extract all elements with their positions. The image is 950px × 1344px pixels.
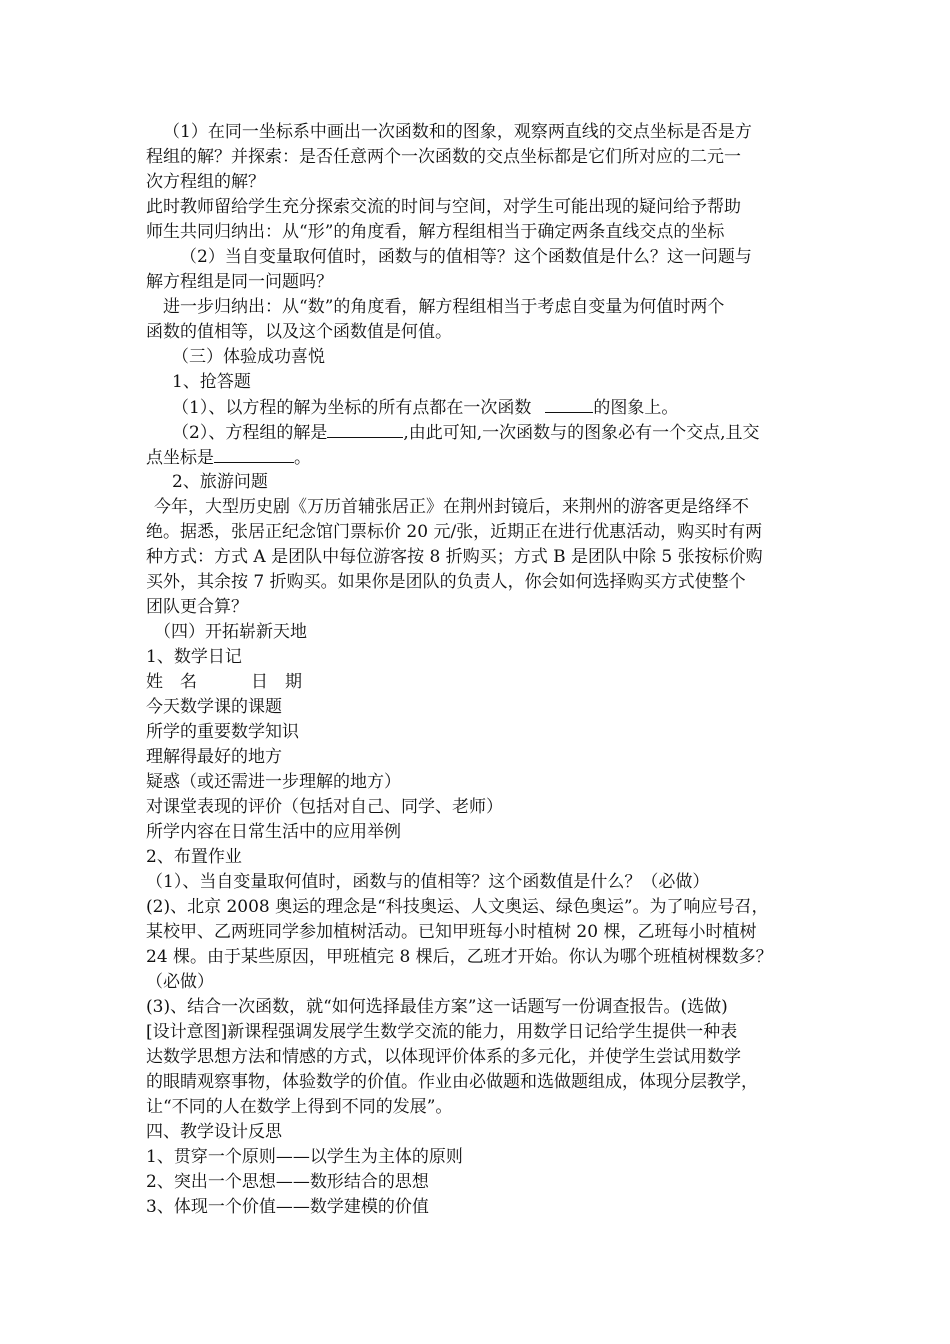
subsection-heading: 1、数学日记 xyxy=(146,647,242,667)
reflection-item: 3、体现一个价值——数学建模的价值 xyxy=(146,1197,429,1217)
subsection-heading: 2、布置作业 xyxy=(146,847,242,867)
paragraph-line: 函数的值相等，以及这个函数值是何值。 xyxy=(146,322,452,342)
diary-date-label: 日 期 xyxy=(251,672,302,692)
diary-item: 今天数学课的课题 xyxy=(146,697,282,717)
reflection-item: 2、突出一个思想——数形结合的思想 xyxy=(146,1172,429,1192)
paragraph-line: 师生共同归纳出：从“形”的角度看，解方程组相当于确定两条直线交点的坐标 xyxy=(146,222,725,242)
diary-name-label: 姓 名 xyxy=(146,672,197,692)
paragraph-line: 达数学思想方法和情感的方式，以体现评价体系的多元化，并使学生尝试用数学 xyxy=(146,1047,741,1067)
paragraph-line: （2）当自变量取何值时，函数与的值相等？这个函数值是什么？这一问题与 xyxy=(180,247,752,267)
paragraph-line: [设计意图]新课程强调发展学生数学交流的能力，用数学日记给学生提供一种表 xyxy=(146,1022,738,1042)
diary-item: 对课堂表现的评价（包括对自己、同学、老师） xyxy=(146,797,503,817)
answer-blank xyxy=(327,420,403,438)
paragraph-line: 的眼睛观察事物，体验数学的价值。作业由必做题和选做题组成，体现分层教学， xyxy=(146,1072,758,1092)
paragraph-line: 买外，其余按 7 折购买。如果你是团队的负责人，你会如何选择购买方式使整个 xyxy=(146,572,746,592)
section-heading: （三）体验成功喜悦 xyxy=(172,347,325,367)
paragraph-line: 今年，大型历史剧《万历首辅张居正》在荆州封镜后，来荆州的游客更是络绎不 xyxy=(154,497,749,517)
paragraph-line: 绝。据悉，张居正纪念馆门票标价 20 元/张，近期正在进行优惠活动，购买时有两 xyxy=(146,522,763,542)
diary-fields xyxy=(146,670,814,695)
question-text: （2）、方程组的解是 xyxy=(172,423,328,443)
diary-item: 所学内容在日常生活中的应用举例 xyxy=(146,822,401,842)
paragraph-line: （1）在同一坐标系中画出一次函数和的图象，观察两直线的交点坐标是否是方 xyxy=(163,122,752,142)
section-heading: 四、教学设计反思 xyxy=(146,1122,282,1142)
paragraph-line: 解方程组是同一问题吗？ xyxy=(146,272,333,292)
subsection-heading: 2、旅游问题 xyxy=(172,472,268,492)
question-text: 。 xyxy=(294,448,311,468)
paragraph-line: 种方式：方式 A 是团队中每位游客按 8 折购买；方式 B 是团队中除 5 张按标价购 xyxy=(146,547,763,567)
diary-item: 疑惑（或还需进一步理解的地方） xyxy=(146,772,401,792)
homework-line: (2)、北京 2008 奥运的理念是“科技奥运、人文奥运、绿色奥运”。为了响应号召， xyxy=(146,897,769,917)
answer-blank xyxy=(545,395,593,413)
question-line xyxy=(146,445,814,470)
paragraph-line: 次方程组的解？ xyxy=(146,172,265,192)
document-page xyxy=(146,120,814,1220)
question-text: （1）、以方程的解为坐标的所有点都在一次函数 xyxy=(172,398,532,418)
homework-line: 24 棵。由于某些原因，甲班植完 8 棵后，乙班才开始。你认为哪个班植树棵数多？ xyxy=(146,947,773,967)
answer-blank xyxy=(214,445,294,463)
paragraph-line: 此时教师留给学生充分探索交流的时间与空间，对学生可能出现的疑问给予帮助 xyxy=(146,197,741,217)
diary-item: 所学的重要数学知识 xyxy=(146,722,299,742)
paragraph-line: 团队更合算？ xyxy=(146,597,248,617)
question-text: 的图象上。 xyxy=(593,398,679,418)
homework-line: （1）、当自变量取何值时，函数与的值相等？这个函数值是什么？（必做） xyxy=(146,872,710,892)
question-line xyxy=(146,395,814,420)
paragraph-line: 程组的解？并探索：是否任意两个一次函数的交点坐标都是它们所对应的二元一 xyxy=(146,147,741,167)
diary-item: 理解得最好的地方 xyxy=(146,747,282,767)
question-text: 点坐标是 xyxy=(146,448,214,468)
section-heading: （四）开拓崭新天地 xyxy=(154,622,307,642)
paragraph-line: 让“不同的人在数学上得到不同的发展”。 xyxy=(146,1097,453,1117)
homework-line: 某校甲、乙两班同学参加植树活动。已知甲班每小时植树 20 棵，乙班每小时植树 xyxy=(146,922,757,942)
homework-line: （必做） xyxy=(146,972,214,992)
reflection-item: 1、贯穿一个原则——以学生为主体的原则 xyxy=(146,1147,463,1167)
paragraph-line: 进一步归纳出：从“数”的角度看，解方程组相当于考虑自变量为何值时两个 xyxy=(163,297,725,317)
question-text: ,由此可知,一次函数与的图象必有一个交点,且交 xyxy=(403,423,760,443)
homework-line: (3)、结合一次函数，就“如何选择最佳方案”这一话题写一份调查报告。(选做) xyxy=(146,997,728,1017)
subsection-heading: 1、抢答题 xyxy=(172,372,251,392)
question-line xyxy=(146,420,814,445)
